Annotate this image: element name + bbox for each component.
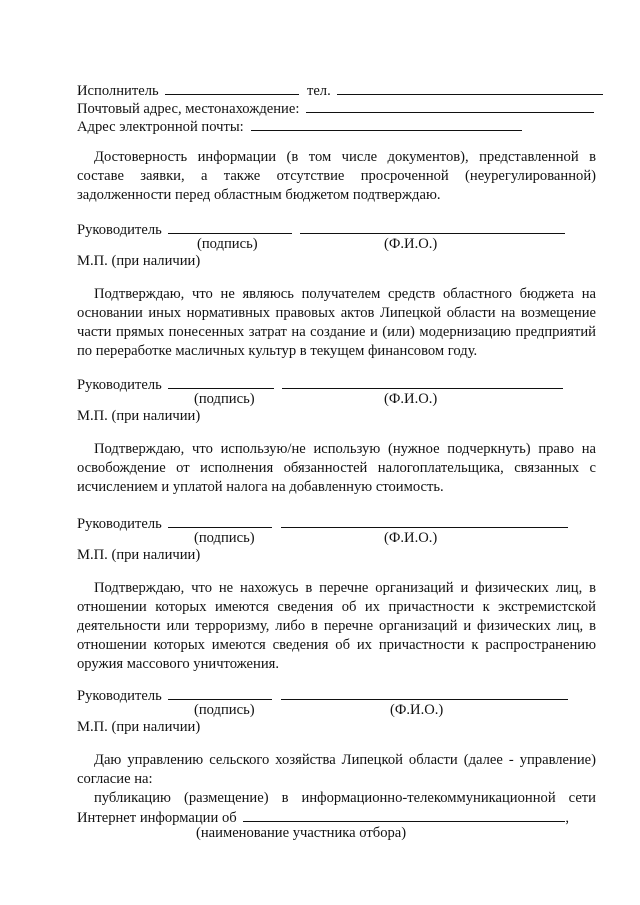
signature-row-2 — [77, 374, 563, 395]
name-caption: (Ф.И.О.) — [384, 530, 438, 546]
name-blank — [281, 685, 568, 700]
seal-label: М.П. (при наличии) — [77, 253, 201, 269]
seal-label: М.П. (при наличии) — [77, 547, 201, 563]
email-row — [77, 116, 522, 137]
executor-blank — [165, 80, 299, 95]
signature-blank — [168, 374, 274, 389]
consent-intro: Даю управлению сельского хозяйства Липецкой области (далее - управление) согласие на: — [77, 752, 596, 787]
signature-caption: (подпись) — [194, 530, 255, 546]
email-blank — [251, 116, 522, 131]
head-label: Руководитель — [77, 688, 162, 704]
name-blank — [300, 219, 565, 234]
name-caption: (Ф.И.О.) — [390, 702, 444, 718]
signature-row-3 — [77, 513, 568, 534]
statement-2: Подтверждаю, что не являюсь получателем средств областного бюджета на основании иных нормативных правовых актов Липецкой области на возмещение части прямых понесенных затрат на создание и (или) модернизацию предприятий по переработке масличных культур в текущем финансовом году. — [77, 286, 596, 359]
name-blank — [281, 513, 568, 528]
phone-label: тел. — [306, 83, 331, 99]
signature-row-4 — [77, 685, 568, 706]
participant-caption: (наименование участника отбора) — [196, 825, 407, 841]
email-label: Адрес электронной почты: — [77, 119, 244, 135]
head-label: Руководитель — [77, 516, 162, 532]
statement-4: Подтверждаю, что не нахожусь в перечне организаций и физических лиц, в отношении которых имеются сведения об их причастности к экстремистской деятельности или терроризму, либо в перечне организаций и физических лиц, в отношении которых имеются сведения об их причастности к распространению оружия массового уничтожения. — [77, 580, 596, 672]
consent-item-line1: публикацию (размещение) в информационно-телекоммуникационной сети — [94, 790, 596, 806]
name-caption: (Ф.И.О.) — [384, 391, 438, 407]
postal-blank — [306, 98, 594, 113]
signature-caption: (подпись) — [197, 236, 258, 252]
seal-label: М.П. (при наличии) — [77, 719, 201, 735]
name-blank — [282, 374, 563, 389]
signature-blank — [168, 685, 272, 700]
head-label: Руководитель — [77, 222, 162, 238]
phone-blank — [337, 80, 603, 95]
seal-label: М.П. (при наличии) — [77, 408, 201, 424]
signature-caption: (подпись) — [194, 702, 255, 718]
signature-row-1 — [77, 219, 565, 240]
statement-1: Достоверность информации (в том числе документов), представленной в составе заявки, а также отсутствие просроченной (неурегулированной) задолженности перед областным бюджетом подтверждаю. — [77, 149, 596, 203]
name-caption: (Ф.И.О.) — [384, 236, 438, 252]
consent-item-suffix: , — [565, 810, 569, 826]
executor-label: Исполнитель — [77, 83, 159, 99]
postal-label: Почтовый адрес, местонахождение: — [77, 101, 300, 117]
signature-blank — [168, 219, 292, 234]
statement-3: Подтверждаю, что использую/не использую (нужное подчеркнуть) право на освобождение от исполнения обязанностей налогоплательщика, связанных с исчислением и уплатой налога на добавленную стоимость. — [77, 441, 596, 495]
signature-caption: (подпись) — [194, 391, 255, 407]
consent-item-prefix: Интернет информации об — [77, 810, 237, 826]
head-label: Руководитель — [77, 377, 162, 393]
signature-blank — [168, 513, 272, 528]
participant-blank — [243, 807, 565, 822]
